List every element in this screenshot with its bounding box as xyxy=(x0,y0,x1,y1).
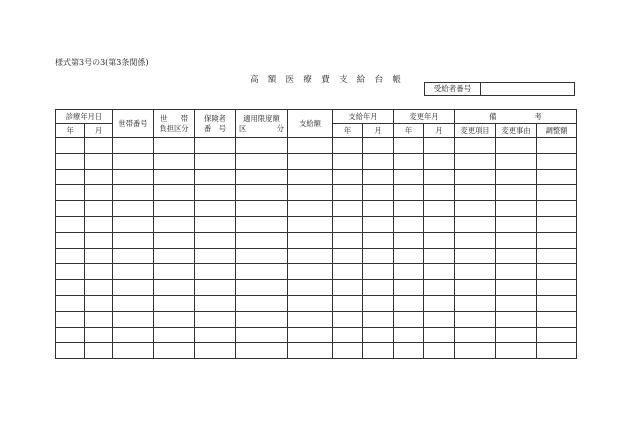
ledger-cell[interactable] xyxy=(537,295,577,311)
header-biko: 備 考 xyxy=(455,110,577,124)
header-setai-no: 世帯番号 xyxy=(113,110,154,138)
ledger-cell[interactable] xyxy=(363,295,394,311)
ledger-cell[interactable] xyxy=(455,232,496,248)
ledger-cell[interactable] xyxy=(496,248,537,264)
ledger-cell[interactable] xyxy=(537,138,577,154)
recipient-number-field[interactable] xyxy=(481,83,574,95)
ledger-cell[interactable] xyxy=(154,280,195,296)
ledger-cell[interactable] xyxy=(363,280,394,296)
ledger-cell[interactable] xyxy=(236,248,288,264)
ledger-cell[interactable] xyxy=(195,295,236,311)
ledger-row xyxy=(56,138,577,154)
ledger-cell[interactable] xyxy=(424,311,455,327)
ledger-cell[interactable] xyxy=(333,138,363,154)
ledger-cell[interactable] xyxy=(288,280,333,296)
header-henko-year: 年 xyxy=(394,124,424,138)
form-number: 様式第3号の3(第3条関係) xyxy=(55,58,149,67)
ledger-cell[interactable] xyxy=(288,201,333,217)
ledger-cell[interactable] xyxy=(288,327,333,343)
ledger-cell[interactable] xyxy=(496,216,537,232)
ledger-cell[interactable] xyxy=(288,311,333,327)
recipient-number-label: 受給者番号 xyxy=(425,83,481,95)
ledger-cell[interactable] xyxy=(455,311,496,327)
ledger-cell[interactable] xyxy=(195,169,236,185)
ledger-cell[interactable] xyxy=(85,232,113,248)
ledger-cell[interactable] xyxy=(424,185,455,201)
header-shinryo-ym: 診療年月日 xyxy=(56,110,113,124)
ledger-cell[interactable] xyxy=(455,343,496,359)
ledger-cell[interactable] xyxy=(56,264,85,280)
ledger-cell[interactable] xyxy=(333,264,363,280)
ledger-cell[interactable] xyxy=(333,169,363,185)
ledger-cell[interactable] xyxy=(236,216,288,232)
ledger-cell[interactable] xyxy=(394,138,424,154)
ledger-cell[interactable] xyxy=(154,264,195,280)
ledger-row xyxy=(56,311,577,327)
ledger-cell[interactable] xyxy=(113,201,154,217)
ledger-cell[interactable] xyxy=(394,295,424,311)
ledger-cell[interactable] xyxy=(363,153,394,169)
ledger-row xyxy=(56,232,577,248)
ledger-cell[interactable] xyxy=(236,280,288,296)
ledger-cell[interactable] xyxy=(85,311,113,327)
header-henko-month: 月 xyxy=(424,124,455,138)
ledger-cell[interactable] xyxy=(333,343,363,359)
header-henko-koumoku: 変更項目 xyxy=(455,124,496,138)
ledger-cell[interactable] xyxy=(195,201,236,217)
header-shikyu-gaku: 支給額 xyxy=(288,110,333,138)
ledger-cell[interactable] xyxy=(195,216,236,232)
ledger-cell[interactable] xyxy=(537,280,577,296)
header-shikyu-ym: 支給年月 xyxy=(333,110,394,124)
ledger-cell[interactable] xyxy=(195,327,236,343)
ledger-cell[interactable] xyxy=(496,280,537,296)
ledger-cell[interactable] xyxy=(496,311,537,327)
ledger-cell[interactable] xyxy=(333,201,363,217)
ledger-table xyxy=(55,109,577,359)
ledger-cell[interactable] xyxy=(333,280,363,296)
ledger-cell[interactable] xyxy=(113,264,154,280)
ledger-cell[interactable] xyxy=(288,153,333,169)
ledger-cell[interactable] xyxy=(455,153,496,169)
ledger-cell[interactable] xyxy=(154,201,195,217)
ledger-cell[interactable] xyxy=(195,343,236,359)
ledger-cell[interactable] xyxy=(537,216,577,232)
ledger-row xyxy=(56,295,577,311)
ledger-cell[interactable] xyxy=(85,138,113,154)
ledger-cell[interactable] xyxy=(236,185,288,201)
ledger-cell[interactable] xyxy=(113,153,154,169)
ledger-cell[interactable] xyxy=(113,295,154,311)
ledger-cell[interactable] xyxy=(363,248,394,264)
ledger-cell[interactable] xyxy=(333,311,363,327)
ledger-cell[interactable] xyxy=(394,185,424,201)
ledger-cell[interactable] xyxy=(56,232,85,248)
ledger-cell[interactable] xyxy=(113,248,154,264)
ledger-cell[interactable] xyxy=(394,343,424,359)
ledger-cell[interactable] xyxy=(56,280,85,296)
ledger-cell[interactable] xyxy=(496,201,537,217)
header-chosei-gaku: 調整額 xyxy=(537,124,577,138)
ledger-cell[interactable] xyxy=(424,248,455,264)
ledger-cell[interactable] xyxy=(455,201,496,217)
ledger-cell[interactable] xyxy=(455,295,496,311)
ledger-cell[interactable] xyxy=(195,248,236,264)
ledger-cell[interactable] xyxy=(333,295,363,311)
ledger-cell[interactable] xyxy=(85,185,113,201)
ledger-cell[interactable] xyxy=(154,248,195,264)
ledger-cell[interactable] xyxy=(455,280,496,296)
ledger-cell[interactable] xyxy=(85,295,113,311)
ledger-cell[interactable] xyxy=(85,264,113,280)
ledger-cell[interactable] xyxy=(56,138,85,154)
ledger-cell[interactable] xyxy=(537,169,577,185)
ledger-cell[interactable] xyxy=(288,248,333,264)
ledger-cell[interactable] xyxy=(236,153,288,169)
ledger-row xyxy=(56,264,577,280)
ledger-cell[interactable] xyxy=(154,295,195,311)
ledger-cell[interactable] xyxy=(363,185,394,201)
ledger-cell[interactable] xyxy=(56,185,85,201)
ledger-cell[interactable] xyxy=(424,264,455,280)
ledger-cell[interactable] xyxy=(236,232,288,248)
ledger-cell[interactable] xyxy=(455,185,496,201)
ledger-cell[interactable] xyxy=(537,343,577,359)
ledger-cell[interactable] xyxy=(424,153,455,169)
ledger-cell[interactable] xyxy=(537,248,577,264)
ledger-cell[interactable] xyxy=(363,232,394,248)
ledger-cell[interactable] xyxy=(113,232,154,248)
ledger-cell[interactable] xyxy=(288,232,333,248)
ledger-cell[interactable] xyxy=(113,327,154,343)
ledger-cell[interactable] xyxy=(394,311,424,327)
ledger-cell[interactable] xyxy=(236,343,288,359)
ledger-row xyxy=(56,153,577,169)
ledger-cell[interactable] xyxy=(85,327,113,343)
ledger-cell[interactable] xyxy=(363,138,394,154)
ledger-cell[interactable] xyxy=(56,216,85,232)
ledger-cell[interactable] xyxy=(394,232,424,248)
ledger-cell[interactable] xyxy=(537,185,577,201)
ledger-cell[interactable] xyxy=(496,138,537,154)
ledger-cell[interactable] xyxy=(496,153,537,169)
ledger-cell[interactable] xyxy=(288,169,333,185)
ledger-row xyxy=(56,216,577,232)
ledger-cell[interactable] xyxy=(363,201,394,217)
ledger-cell[interactable] xyxy=(496,327,537,343)
ledger-cell[interactable] xyxy=(236,327,288,343)
ledger-cell[interactable] xyxy=(195,185,236,201)
ledger-row xyxy=(56,169,577,185)
header-henko-jiyu: 変更事由 xyxy=(496,124,537,138)
ledger-cell[interactable] xyxy=(113,311,154,327)
ledger-cell[interactable] xyxy=(496,169,537,185)
header-shinryo-year: 年 xyxy=(56,124,85,138)
ledger-cell[interactable] xyxy=(195,232,236,248)
ledger-cell[interactable] xyxy=(236,138,288,154)
ledger-cell[interactable] xyxy=(537,327,577,343)
ledger-cell[interactable] xyxy=(154,343,195,359)
ledger-cell[interactable] xyxy=(85,216,113,232)
ledger-cell[interactable] xyxy=(85,201,113,217)
header-tekiyo-gendo: 適用限度額 区 分 xyxy=(236,110,288,138)
document-title: 高 額 医 療 費 支 給 台 帳 xyxy=(250,75,405,85)
header-henko-ym: 変更年月 xyxy=(394,110,455,124)
ledger-cell[interactable] xyxy=(363,169,394,185)
ledger-cell[interactable] xyxy=(236,169,288,185)
ledger-row xyxy=(56,327,577,343)
ledger-cell[interactable] xyxy=(288,295,333,311)
ledger-cell[interactable] xyxy=(288,216,333,232)
ledger-cell[interactable] xyxy=(363,343,394,359)
ledger-cell[interactable] xyxy=(154,311,195,327)
ledger-cell[interactable] xyxy=(154,169,195,185)
ledger-cell[interactable] xyxy=(56,201,85,217)
ledger-cell[interactable] xyxy=(537,232,577,248)
ledger-cell[interactable] xyxy=(496,343,537,359)
ledger-row xyxy=(56,280,577,296)
ledger-cell[interactable] xyxy=(85,153,113,169)
header-shikyu-month: 月 xyxy=(363,124,394,138)
ledger-cell[interactable] xyxy=(333,153,363,169)
ledger-row xyxy=(56,248,577,264)
ledger-cell[interactable] xyxy=(424,216,455,232)
ledger-cell[interactable] xyxy=(56,153,85,169)
ledger-cell[interactable] xyxy=(333,185,363,201)
ledger-cell[interactable] xyxy=(496,295,537,311)
ledger-cell[interactable] xyxy=(85,343,113,359)
ledger-cell[interactable] xyxy=(363,311,394,327)
ledger-cell[interactable] xyxy=(113,185,154,201)
ledger-cell[interactable] xyxy=(424,327,455,343)
ledger-cell[interactable] xyxy=(56,295,85,311)
ledger-cell[interactable] xyxy=(394,153,424,169)
header-shinryo-month: 月 xyxy=(85,124,113,138)
header-setai-futan: 世 帯 負担区分 xyxy=(154,110,195,138)
ledger-cell[interactable] xyxy=(333,327,363,343)
ledger-cell[interactable] xyxy=(455,169,496,185)
ledger-cell[interactable] xyxy=(537,264,577,280)
ledger-cell[interactable] xyxy=(363,264,394,280)
ledger-cell[interactable] xyxy=(455,248,496,264)
ledger-cell[interactable] xyxy=(394,216,424,232)
ledger-row xyxy=(56,201,577,217)
ledger-cell[interactable] xyxy=(113,343,154,359)
ledger-cell[interactable] xyxy=(154,232,195,248)
recipient-number-box xyxy=(424,82,575,96)
ledger-cell[interactable] xyxy=(394,264,424,280)
ledger-cell[interactable] xyxy=(537,311,577,327)
ledger-cell[interactable] xyxy=(195,280,236,296)
ledger-cell[interactable] xyxy=(113,169,154,185)
ledger-cell[interactable] xyxy=(288,343,333,359)
ledger-cell[interactable] xyxy=(288,185,333,201)
ledger-cell[interactable] xyxy=(455,264,496,280)
ledger-cell[interactable] xyxy=(363,327,394,343)
ledger-cell[interactable] xyxy=(236,311,288,327)
ledger-cell[interactable] xyxy=(424,343,455,359)
header-hokensha-no: 保険者 番 号 xyxy=(195,110,236,138)
ledger-cell[interactable] xyxy=(394,169,424,185)
ledger-cell[interactable] xyxy=(424,138,455,154)
ledger-cell[interactable] xyxy=(496,264,537,280)
ledger-cell[interactable] xyxy=(394,327,424,343)
ledger-cell[interactable] xyxy=(394,280,424,296)
ledger-cell[interactable] xyxy=(113,216,154,232)
ledger-cell[interactable] xyxy=(195,138,236,154)
ledger-cell[interactable] xyxy=(195,311,236,327)
ledger-cell[interactable] xyxy=(154,216,195,232)
ledger-cell[interactable] xyxy=(333,248,363,264)
ledger-cell[interactable] xyxy=(496,232,537,248)
ledger-cell[interactable] xyxy=(333,216,363,232)
ledger-cell[interactable] xyxy=(195,153,236,169)
ledger-cell[interactable] xyxy=(236,295,288,311)
ledger-cell[interactable] xyxy=(537,201,577,217)
ledger-cell[interactable] xyxy=(288,138,333,154)
ledger-cell[interactable] xyxy=(154,138,195,154)
ledger-cell[interactable] xyxy=(424,295,455,311)
ledger-cell[interactable] xyxy=(56,248,85,264)
ledger-cell[interactable] xyxy=(154,185,195,201)
ledger-cell[interactable] xyxy=(496,185,537,201)
ledger-cell[interactable] xyxy=(236,264,288,280)
ledger-cell[interactable] xyxy=(113,138,154,154)
ledger-cell[interactable] xyxy=(195,264,236,280)
ledger-body xyxy=(56,138,577,359)
ledger-cell[interactable] xyxy=(56,169,85,185)
ledger-cell[interactable] xyxy=(455,216,496,232)
ledger-cell[interactable] xyxy=(363,216,394,232)
ledger-cell[interactable] xyxy=(85,248,113,264)
ledger-cell[interactable] xyxy=(56,343,85,359)
ledger-cell[interactable] xyxy=(154,153,195,169)
ledger-cell[interactable] xyxy=(333,232,363,248)
ledger-cell[interactable] xyxy=(288,264,333,280)
ledger-cell[interactable] xyxy=(394,201,424,217)
ledger-cell[interactable] xyxy=(56,327,85,343)
ledger-cell[interactable] xyxy=(236,201,288,217)
ledger-cell[interactable] xyxy=(455,138,496,154)
ledger-row xyxy=(56,343,577,359)
ledger-cell[interactable] xyxy=(154,327,195,343)
ledger-cell[interactable] xyxy=(85,280,113,296)
ledger-cell[interactable] xyxy=(113,280,154,296)
ledger-cell[interactable] xyxy=(424,169,455,185)
ledger-cell[interactable] xyxy=(424,201,455,217)
ledger-cell[interactable] xyxy=(56,311,85,327)
ledger-cell[interactable] xyxy=(537,153,577,169)
ledger-cell[interactable] xyxy=(424,232,455,248)
ledger-cell[interactable] xyxy=(394,248,424,264)
header-shikyu-year: 年 xyxy=(333,124,363,138)
ledger-cell[interactable] xyxy=(424,280,455,296)
ledger-cell[interactable] xyxy=(85,169,113,185)
ledger-cell[interactable] xyxy=(455,327,496,343)
ledger-row xyxy=(56,185,577,201)
